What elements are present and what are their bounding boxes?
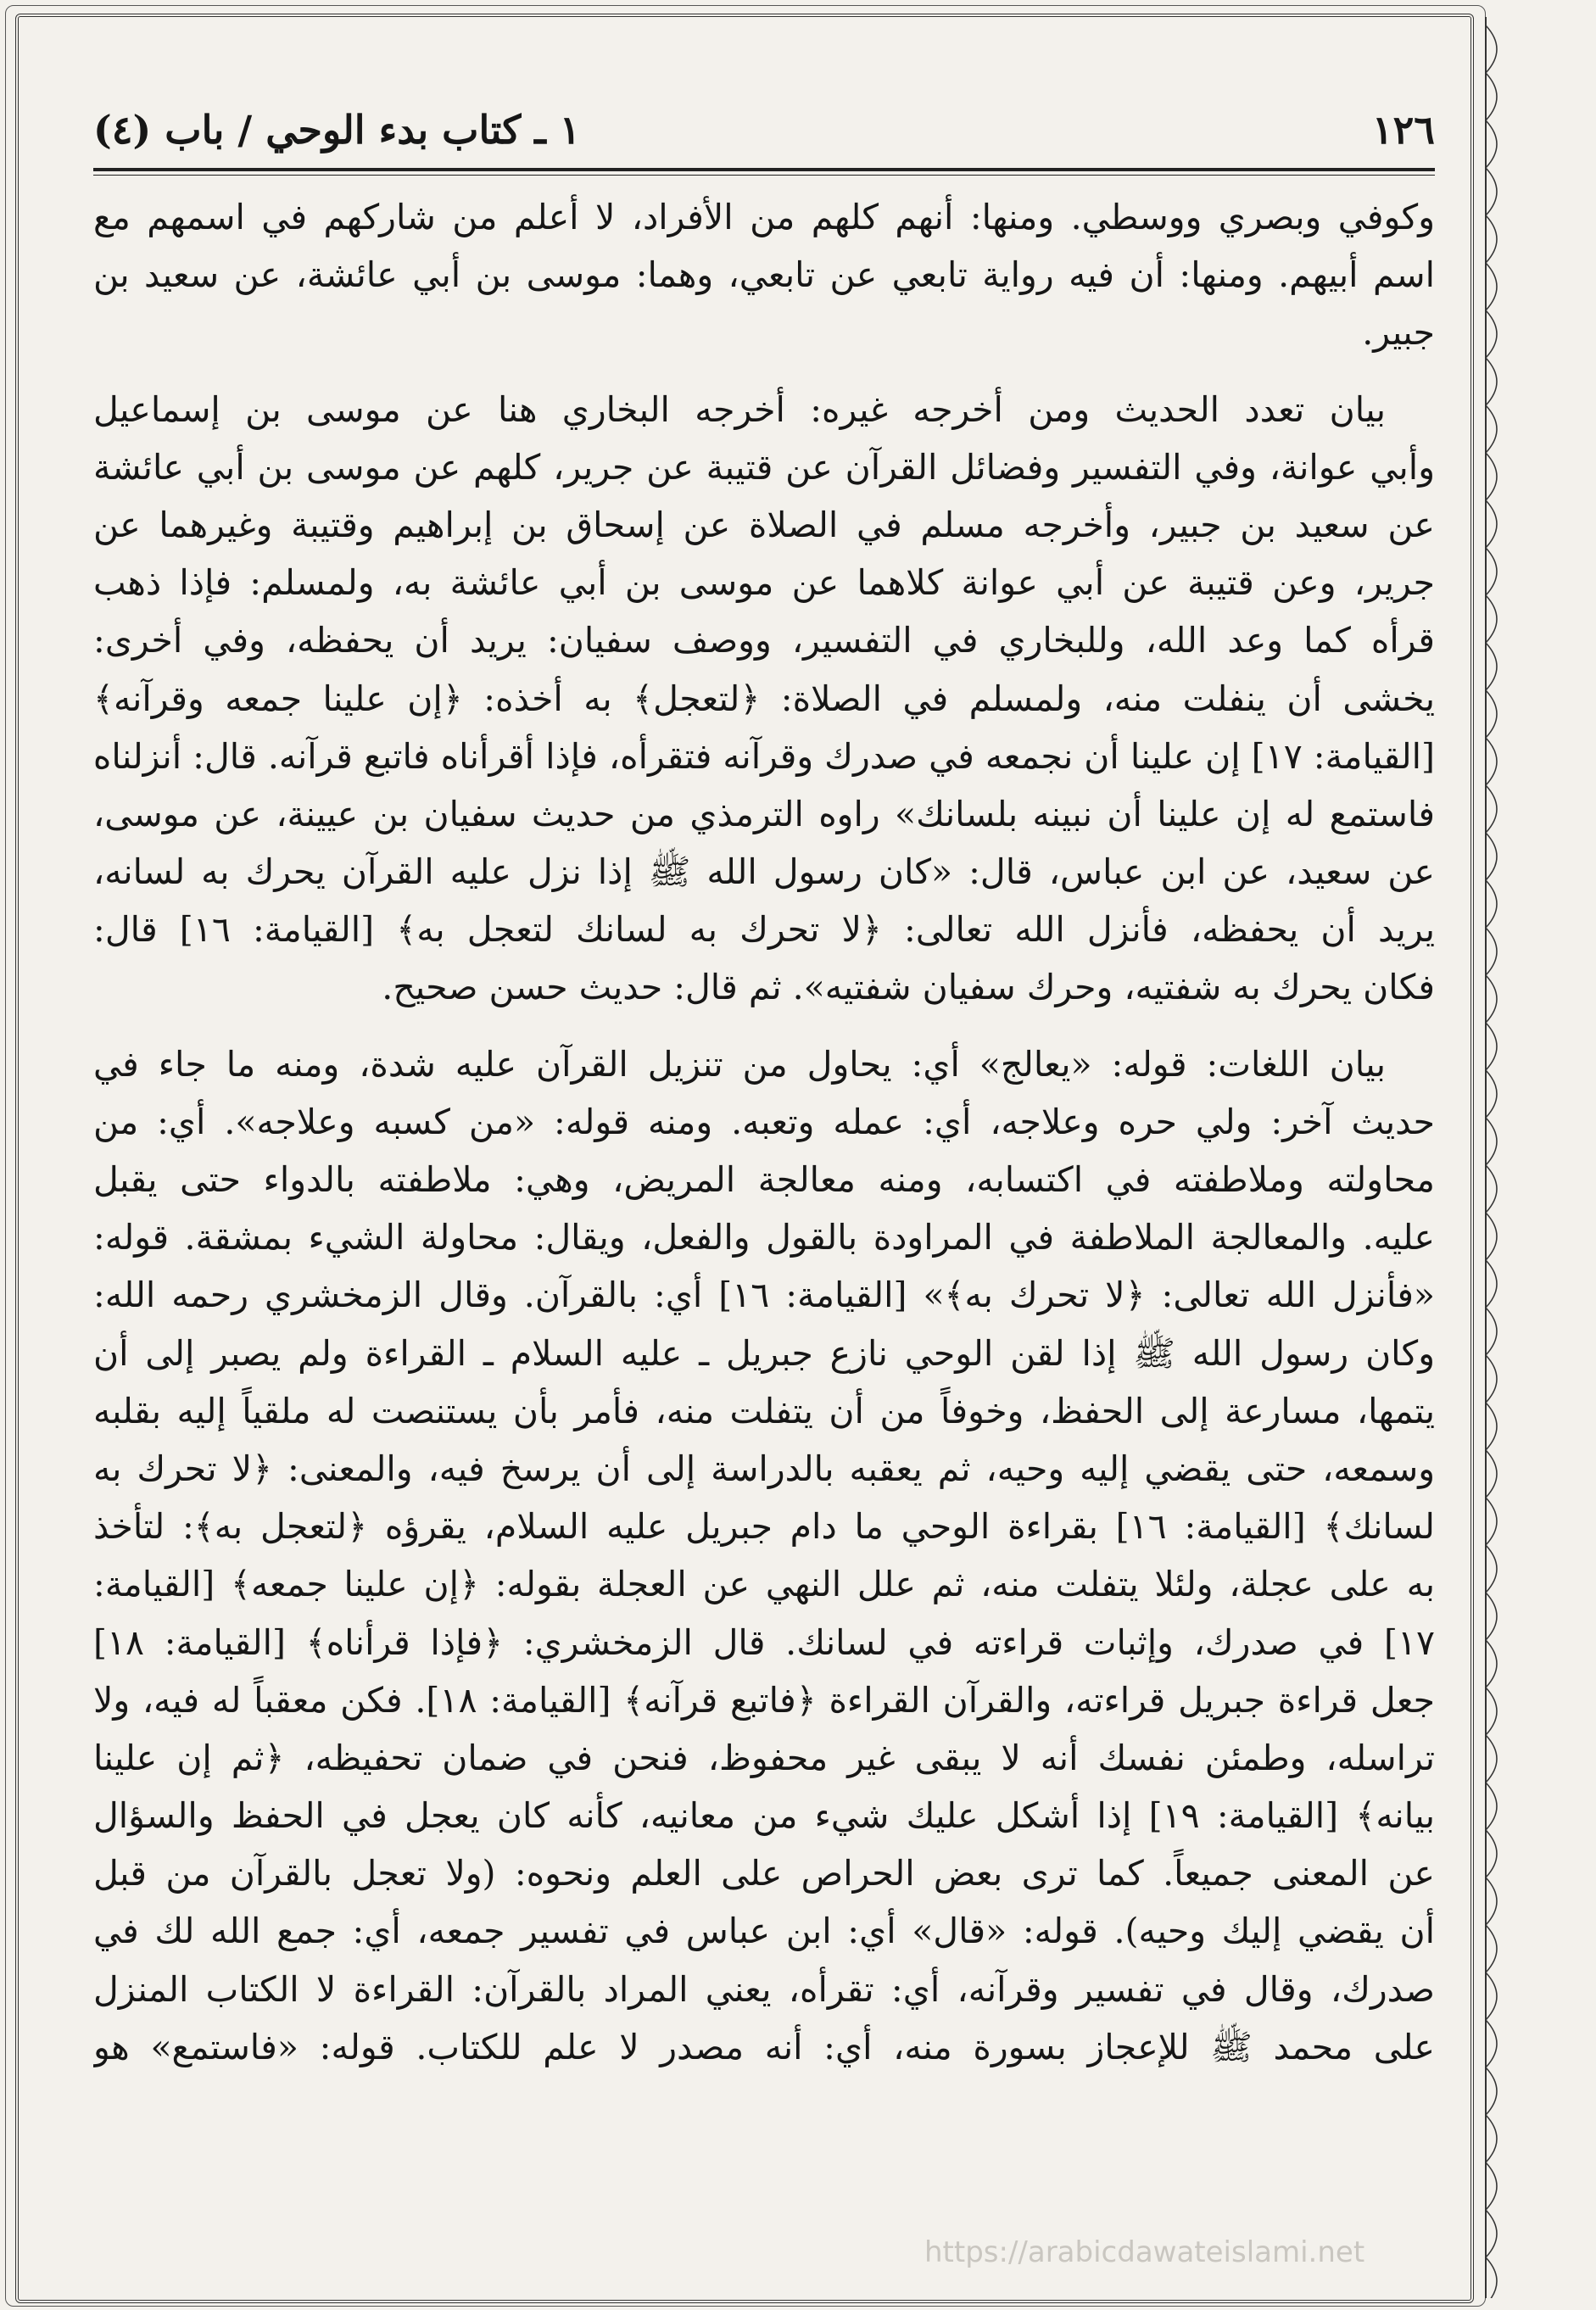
ornament-scallop [1486, 1450, 1497, 1498]
text-line: فكان يحرك به شفتيه، وحرك سفيان شفتيه». ثم قال: حديث حسن صحيح. [382, 967, 1435, 1008]
ornament-scallop [1486, 2067, 1497, 2115]
ornament-scallop [1486, 2115, 1497, 2162]
ornament-scallop [1486, 643, 1497, 690]
ornament-scallop [1486, 595, 1497, 643]
text-line: جرير، وعن قتيبة عن أبي عوانة كلاهما عن موسى بن أبي عائشة به، ولمسلم: فإذا ذهب [93, 562, 1435, 604]
ornament-scallop [1486, 1308, 1497, 1355]
text-line: وكان رسول الله ﷺ إذا لقن الوحي نازع جبريل ـ عليه السلام ـ القراءة ولم يصبر إلى أن [93, 1332, 1435, 1374]
ornament-scallop [1486, 785, 1497, 833]
text-line: «فأنزل الله تعالى: ﴿لا تحرك به﴾» [القيامة: ١٦] أي: بالقرآن. وقال الزمخشري رحمه الله: [93, 1275, 1435, 1316]
ornament-scallop [1486, 1640, 1497, 1688]
text-line: اسم أبيهم. ومنها: أن فيه رواية تابعي عن تابعي، وهما: موسى بن أبي عائشة، عن سعيد بن [93, 254, 1435, 296]
page-number: ١٢٦ [1371, 107, 1435, 153]
ornament-scallop [1486, 2162, 1497, 2210]
ornament-scallop [1486, 1023, 1497, 1070]
text-line: عن سعيد بن جبير، وأخرجه مسلم في الصلاة عن إسحاق بن إبراهيم وقتيبة وغيرهما عن [93, 504, 1435, 545]
header-rule-thin [93, 175, 1435, 176]
ornament-scallop [1486, 738, 1497, 785]
ornament-scallop [1486, 975, 1497, 1023]
text-line: قرأه كما وعد الله، وللبخاري في التفسير، ووصف سفيان: يريد أن يحفظه، وفي أخرى: [93, 620, 1435, 661]
ornament-scallop [1486, 1593, 1497, 1640]
ornament-scallop [1486, 1165, 1497, 1213]
ornament-scallop [1486, 310, 1497, 358]
text-line: على محمد ﷺ للإعجاز بسورة منه، أي: أنه مصدر لا علم للكتاب. قوله: «فاستمع» هو [93, 2026, 1435, 2067]
text-line: جعل قراءة جبريل قراءته، والقرآن القراءة ﴿فاتبع قرآنه﴾ [القيامة: ١٨]. فكن معقباً له فيه، ولا [93, 1679, 1435, 1721]
ornament-scallop [1486, 1070, 1497, 1118]
text-line: عن المعنى جميعاً. كما ترى بعض الحراص على العلم ونحوه: (ولا تعجل بالقرآن من قبل [93, 1853, 1435, 1894]
ornament-scallop [1486, 928, 1497, 975]
text-line: وكوفي وبصري ووسطي. ومنها: أنهم كلهم من الأفراد، لا أعلم من شاركهم في اسمهم مع [93, 197, 1435, 237]
ornament-scallop [1486, 453, 1497, 500]
text-line: بيانه﴾ [القيامة: ١٩] إذا أشكل عليك شيء من معانيه، كأنه كان يعجل في الحفظ والسؤال [93, 1795, 1435, 1837]
text-line: صدرك، وقال في تفسير وقرآنه، أي: تقرأه، يعني المراد بالقرآن: القراءة لا الكتاب المنزل [93, 1968, 1435, 2010]
text-line: يريد أن يحفظه، فأنزل الله تعالى: ﴿لا تحرك به لسانك لتعجل به﴾ [القيامة: ١٦] قال: [93, 909, 1435, 951]
watermark-url: https://arabicdawateislami.net [924, 2235, 1365, 2269]
text-line: محاولته وملاطفته في اكتسابه، ومنه معالجة المريض، وهي: ملاطفته بالدواء حتى يقبل [93, 1159, 1435, 1200]
ornament-scallop [1486, 1260, 1497, 1308]
ornament-scallop [1486, 1213, 1497, 1260]
ornament-scallop [1486, 120, 1497, 168]
ornament-scallop [1486, 1830, 1497, 1878]
section-heading-line: بيان اللغات: قوله: «يعالج» أي: يحاول من تنزيل القرآن عليه شدة، ومنه ما جاء في [93, 1043, 1386, 1085]
ornament-scallop [1486, 690, 1497, 738]
ornament-scallop [1486, 73, 1497, 120]
ornament-scallop [1486, 25, 1497, 73]
ornament-scallop [1486, 500, 1497, 548]
text-line: وأبي عوانة، وفي التفسير وفضائل القرآن عن قتيبة عن جرير، كلهم عن موسى بن أبي عائشة [93, 446, 1435, 488]
ornament-scallop [1486, 1403, 1497, 1450]
ornament-scallop [1486, 880, 1497, 928]
header-rule [93, 168, 1435, 171]
ornament-scallop [1486, 1498, 1497, 1545]
ornament-scallop [1486, 833, 1497, 880]
text-line: لسانك﴾ [القيامة: ١٦] بقراءة الوحي ما دام جبريل عليه السلام، يقرؤه ﴿لتعجل به﴾: لتأخذ [93, 1506, 1435, 1548]
ornament-scallop [1486, 1878, 1497, 1925]
ornament-scallop [1486, 1118, 1497, 1165]
text-line: حديث آخر: ولي حره وعلاجه، أي: عمله وتعبه. ومنه قوله: «من كسبه وعلاجه». أي: من [93, 1101, 1435, 1142]
ornament-scallop [1486, 1735, 1497, 1783]
ornament-scallop [1486, 405, 1497, 453]
text-line: يتمها، مسارعة إلى الحفظ، وخوفاً من أن يتفلت منه، فأمر بأن يستنصت له ملقياً إليه بقلبه [93, 1390, 1435, 1431]
ornament-scallop [1486, 548, 1497, 595]
section-heading-line: بيان تعدد الحديث ومن أخرجه غيره: أخرجه البخاري هنا عن موسى بن إسماعيل [93, 388, 1386, 430]
text-line: فاستمع له إن علينا أن نبينه بلسانك» راوه الترمذي من حديث سفيان بن عيينة، عن موسى، [93, 793, 1435, 834]
text-line: أن يقضي إليك وحيه). قوله: «قال» أي: ابن عباس في تفسير جمعه، أي: جمع الله لك في [93, 1911, 1435, 1952]
ornament-scallop [1486, 2257, 1497, 2298]
ornament-scallop [1486, 358, 1497, 405]
text-line: جبير. [1362, 312, 1435, 354]
ornament-scallop [1486, 215, 1497, 263]
ornament-scallop [1486, 1783, 1497, 1830]
chapter-title: ١ ـ كتاب بدء الوحي / باب (٤) [93, 107, 581, 153]
text-line: [القيامة: ١٧] إن علينا أن نجمعه في صدرك وقرآنه فتقرأه، فإذا أقرأناه فاتبع قرآنه. قال: أنزلناه [93, 735, 1435, 777]
text-line: وسمعه، حتى يقضي إليه وحيه، ثم يعقبه بالدراسة إلى أن يرسخ فيه، والمعنى: ﴿لا تحرك به [93, 1448, 1435, 1489]
ornament-scallop [1486, 1545, 1497, 1593]
text-line: ١٧] في صدرك، وإثبات قراءته في لسانك. قال الزمخشري: ﴿فإذا قرأناه﴾ [القيامة: ١٨] [93, 1621, 1435, 1663]
ornament-scallop [1486, 1972, 1497, 2020]
text-line: عن سعيد، عن ابن عباس، قال: «كان رسول الله ﷺ إذا نزل عليه القرآن يحرك به لسانه، [93, 851, 1435, 893]
text-line: يخشى أن ينفلت منه، ولمسلم في الصلاة: ﴿لتعجل﴾ به أخذه: ﴿إن علينا جمعه وقرآنه﴾ [93, 678, 1435, 719]
body-text [93, 188, 1435, 2076]
ornament-scallop [1486, 1925, 1497, 1972]
text-line: عليه. والمعالجة الملاطفة في المراودة بالقول والفعل، ويقال: محاولة الشيء بمشقة. قوله: [93, 1217, 1435, 1258]
ornament-scallop [1486, 2210, 1497, 2257]
ornament-scallop [1486, 263, 1497, 310]
edge-ornament [1482, 17, 1513, 2298]
ornament-scallop [1486, 1688, 1497, 1735]
ornament-scallop [1486, 168, 1497, 215]
ornament-scallop [1486, 2020, 1497, 2067]
text-line: تراسله، وطمئن نفسك أنه لا يبقى غير محفوظ، فنحن في ضمان تحفيظه، ﴿ثم إن علينا [93, 1737, 1435, 1778]
page-header [93, 100, 1435, 159]
ornament-scallop [1486, 1355, 1497, 1403]
text-line: به على عجلة، ولئلا يتفلت منه، ثم علل النهي عن العجلة بقوله: ﴿إن علينا جمعه﴾ [القيامة: [93, 1564, 1435, 1605]
